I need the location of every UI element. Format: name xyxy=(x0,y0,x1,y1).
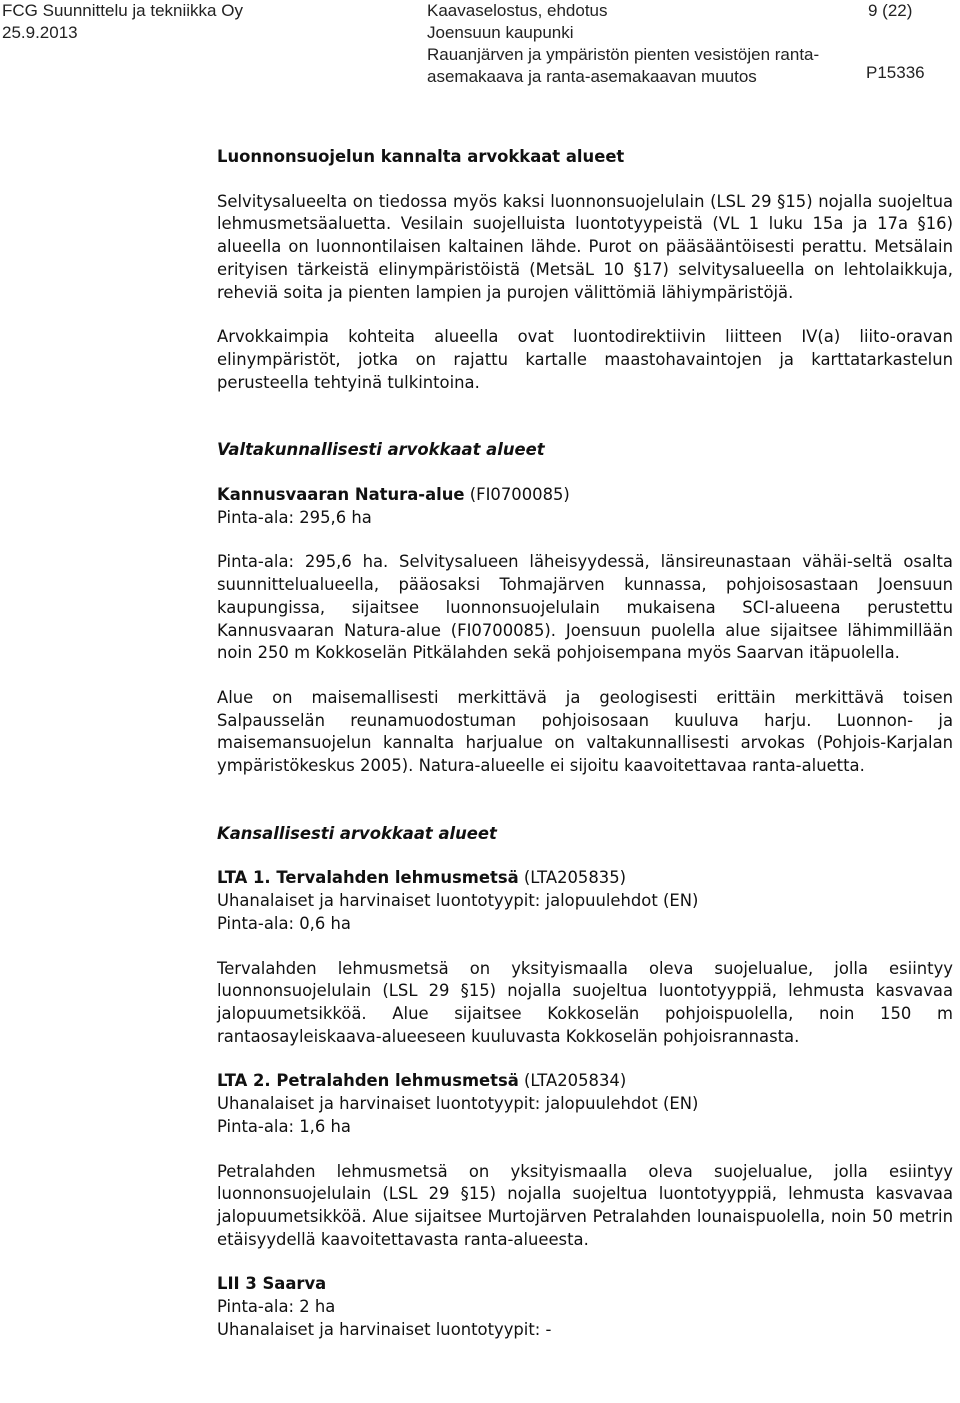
nature-paragraph-1: Selvitysalueelta on tiedossa myös kaksi luonnonsuojelulain (LSL 29 §15) nojalla suojeltua lehmusmetsäaluetta. Vesilain suojelluista luontotyypeistä (VL 1 luku 15a ja 17a §16) alueella on luonnontilaisen kaltainen lähde. Purot on pääsääntöisesti perattu. Metsälain erityisen tärkeistä elinympäristöistä (MetsäL 10 §17) selvitysalueella on lehtolaikkuja, reheviä soita ja pienten lampien ja purojen välittömiä lähiympäristöjä. xyxy=(217,191,953,302)
header-project-line2: asemakaava ja ranta-asemakaavan muutos xyxy=(427,67,757,86)
lta2-area: Pinta-ala: 1,6 ha xyxy=(217,1116,351,1136)
lta2-title xyxy=(217,1070,953,1093)
lta2-description: Petralahden lehmusmetsä on yksityismaalla oleva suojelualue, jolla esiintyy luonnonsuojelulain (LSL 29 §15) nojalla suojeltua luontotyyppiä, lehmusta kasvavaa jalopuumetsikköä. Alue sijaitsee Murtojärven Petralahden lounaispuolella, noin 50 metrin etäisyydellä kaavoitettavasta ranta-alueesta. xyxy=(217,1161,953,1249)
natura-site-code: (FI0700085) xyxy=(469,485,570,505)
section-heading-national: Valtakunnallisesti arvokkaat alueet xyxy=(217,440,545,460)
natura-site-title xyxy=(217,484,953,507)
lta1-code: (LTA205835) xyxy=(523,868,627,888)
lta2-code: (LTA205834) xyxy=(524,1071,627,1091)
lta1-type: Uhanalaiset ja harvinaiset luontotyypit: jalopuulehdot (EN) xyxy=(217,891,699,911)
header-page-number: 9 (22) xyxy=(868,1,913,20)
header-city: Joensuun kaupunki xyxy=(427,23,574,42)
national-paragraph-1-rest: Selvitysalueen läheisyydessä, länsireunastaan vähäi-seltä osalta suunnittelualueella, pääosaksi Tohmajärven kunnassa, pohjoisosastaan Joensuun kaupungissa, sijaitsee luonnonsuojelulain mukaisena SCI-alueena perustettu Kannusvaaran Natura-alue (FI0700085). Joensuun puolella alue sijaitsee lähimmillään noin 250 m Kokkoselän Pitkälahden sekä pohjoisempana myös Saarvan itäpuolella. xyxy=(217,552,953,663)
lta2-label: LTA 2. Petralahden lehmusmetsä xyxy=(217,1071,519,1091)
national-paragraph-2: Alue on maisemallisesti merkittävä ja geologisesti erittäin merkittävä toisen Salpausselän reunamuodostuman pohjoisosaan kuuluva harju. Luonnon- ja maisemansuojelun kannalta harjualue on valtakunnallisesti arvokas (Pohjois-Karjalan ympäristökeskus 2005). Natura-alueelle ei sijoitu kaavoitettavaa ranta-aluetta. xyxy=(217,687,953,776)
header-company: FCG Suunnittelu ja tekniikka Oy xyxy=(2,1,243,20)
section-heading-nature: Luonnonsuojelun kannalta arvokkaat alueet xyxy=(217,147,625,166)
national-paragraph-1 xyxy=(217,551,953,665)
header-project-line1: Rauanjärven ja ympäristön pienten vesistöjen ranta- xyxy=(427,45,820,64)
header-left xyxy=(2,0,243,44)
document-body xyxy=(217,146,953,1341)
natura-site-area: Pinta-ala: 295,6 ha xyxy=(217,507,372,527)
lta1-title xyxy=(217,867,953,890)
header-project-code: P15336 xyxy=(866,63,925,82)
lii3-type: Uhanalaiset ja harvinaiset luontotyypit: - xyxy=(217,1319,552,1339)
header-middle xyxy=(427,0,819,88)
lta1-label: LTA 1. Tervalahden lehmusmetsä xyxy=(217,868,519,888)
nature-paragraph-2: Arvokkaimpia kohteita alueella ovat luontodirektiivin liitteen IV(a) liito-oravan elinympäristöt, jotka on rajattu kartalle maastohavaintojen ja karttatarkastelun perusteella tehtyinä tulkintoina. xyxy=(217,327,953,392)
lta1-area: Pinta-ala: 0,6 ha xyxy=(217,913,351,933)
lta1-description: Tervalahden lehmusmetsä on yksityismaalla oleva suojelualue, jolla esiintyy luonnonsuojelulain (LSL 29 §15) nojalla suojeltua luontotyyppiä, lehmusta kasvavaa jalopuumetsikköä. Alue sijaitsee Kokkoselän pohjoispuolella, noin 150 m rantaosayleiskaava-alueeseen kuuluvasta Kokkoselän pohjoisrannasta. xyxy=(217,958,953,1046)
lta2-type: Uhanalaiset ja harvinaiset luontotyypit: jalopuulehdot (EN) xyxy=(217,1094,699,1114)
header-date: 25.9.2013 xyxy=(2,23,78,42)
header-doc-type: Kaavaselostus, ehdotus xyxy=(427,1,608,20)
national-paragraph-1-start: Pinta-ala: 295,6 ha. xyxy=(217,552,389,572)
section-heading-kansallisesti: Kansallisesti arvokkaat alueet xyxy=(217,823,497,843)
natura-site-name: Kannusvaaran Natura-alue xyxy=(217,485,465,505)
lii3-title: LII 3 Saarva xyxy=(217,1274,327,1294)
lii3-area: Pinta-ala: 2 ha xyxy=(217,1297,336,1317)
